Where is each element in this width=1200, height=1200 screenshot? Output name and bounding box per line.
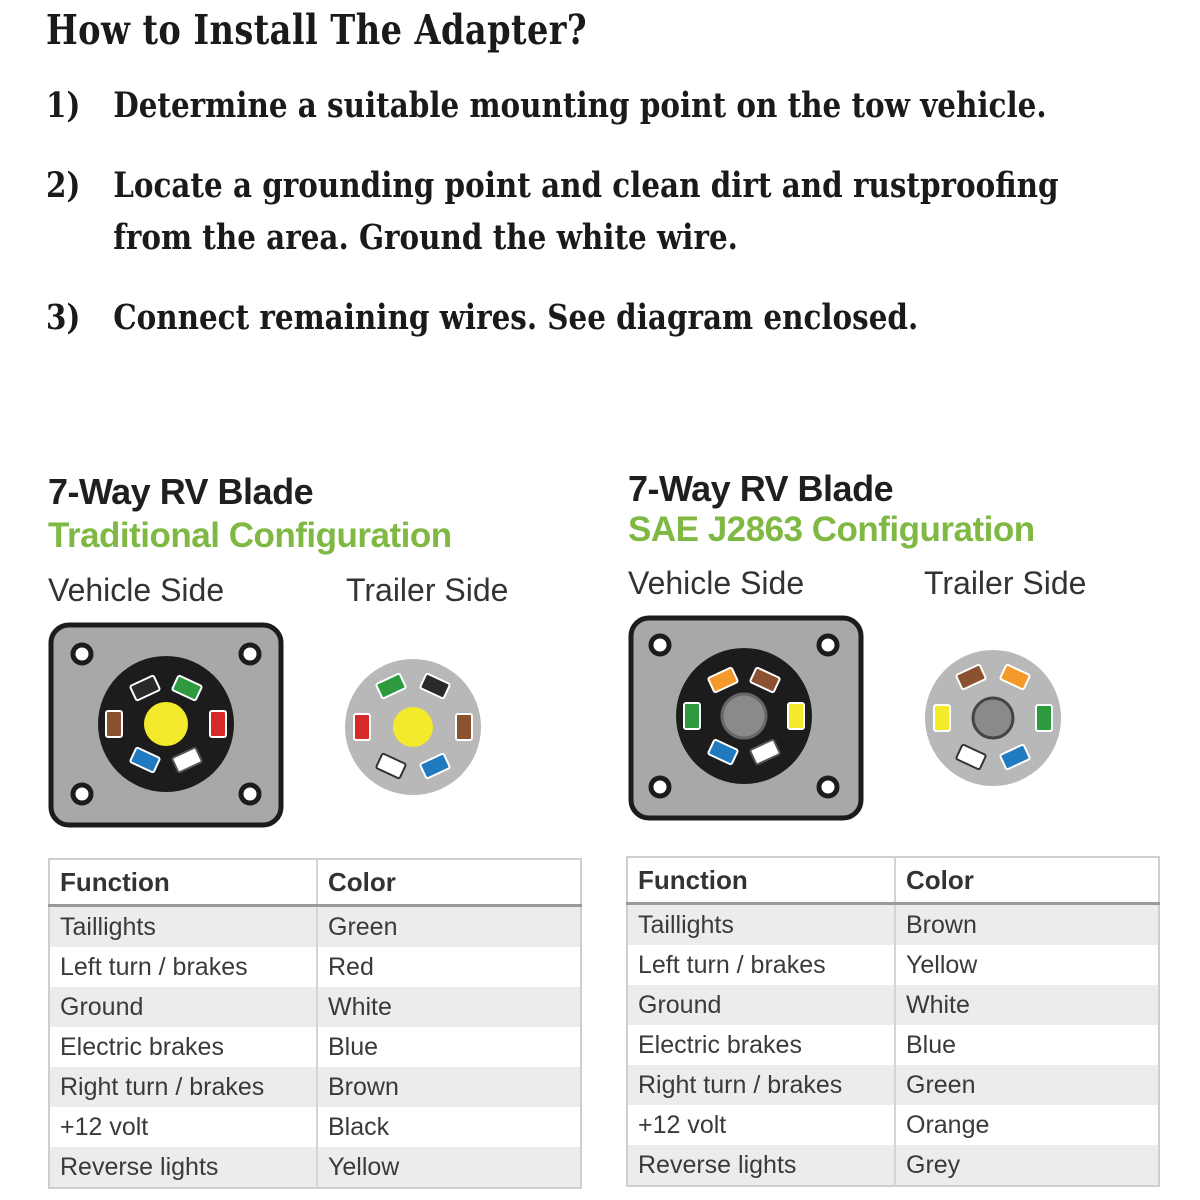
trailer-side-connector-icon	[918, 643, 1068, 793]
step-text: Determine a suitable mounting point on the tow vehicle.	[113, 85, 1047, 126]
color-cell: Grey	[895, 1145, 1159, 1186]
color-cell: Brown	[317, 1067, 581, 1107]
table-row	[627, 904, 1159, 946]
table-row	[49, 1147, 581, 1188]
table-row	[627, 985, 1159, 1025]
function-cell: Electric brakes	[627, 1025, 895, 1065]
function-cell: Left turn / brakes	[627, 945, 895, 985]
table-row	[49, 947, 581, 987]
function-cell: Left turn / brakes	[49, 947, 317, 987]
step-text: Connect remaining wires. See diagram enclosed.	[113, 297, 919, 338]
side-labels	[628, 565, 1168, 615]
color-cell: Orange	[895, 1105, 1159, 1145]
trailer-side-label: Trailer Side	[346, 572, 509, 608]
step-2	[46, 160, 1059, 264]
trailer-side-connector-icon	[338, 652, 488, 802]
table-row	[49, 1027, 581, 1067]
color-cell: White	[895, 985, 1159, 1025]
function-cell: Reverse lights	[627, 1145, 895, 1186]
vehicle-side-connector-icon	[48, 622, 288, 832]
function-cell: Electric brakes	[49, 1027, 317, 1067]
panel-heading: 7-Way RV Blade	[628, 468, 894, 509]
side-labels	[48, 572, 588, 622]
function-cell: Taillights	[627, 904, 895, 946]
function-cell: Right turn / brakes	[627, 1065, 895, 1105]
step-1	[46, 80, 1047, 132]
table-row	[49, 906, 581, 948]
color-cell: Yellow	[317, 1147, 581, 1188]
step-text-continued: from the area. Ground the white wire.	[113, 217, 738, 258]
color-cell: Green	[895, 1065, 1159, 1105]
panel-subheading: SAE J2863 Configuration	[628, 510, 1035, 549]
function-cell: Right turn / brakes	[49, 1067, 317, 1107]
table-header-row	[627, 857, 1159, 904]
panel-subheading: Traditional Configuration	[48, 516, 452, 555]
table-row	[627, 1145, 1159, 1186]
step-number: 3)	[46, 297, 81, 338]
color-cell: Red	[317, 947, 581, 987]
function-cell: Reverse lights	[49, 1147, 317, 1188]
page-title: How to Install The Adapter?	[46, 6, 588, 54]
panel-heading: 7-Way RV Blade	[48, 471, 314, 512]
function-cell: Ground	[627, 985, 895, 1025]
column-header-function: Function	[627, 857, 895, 904]
color-cell: Black	[317, 1107, 581, 1147]
table-row	[627, 1025, 1159, 1065]
table-row	[49, 987, 581, 1027]
column-header-color: Color	[317, 859, 581, 906]
function-cell: Ground	[49, 987, 317, 1027]
wiring-table-traditional	[48, 858, 582, 1189]
color-cell: Yellow	[895, 945, 1159, 985]
wiring-table-sae-j2863	[626, 856, 1160, 1187]
table-row	[49, 1107, 581, 1147]
function-cell: Taillights	[49, 906, 317, 948]
table-row	[627, 1065, 1159, 1105]
color-cell: Brown	[895, 904, 1159, 946]
panel-sae-j2863	[628, 470, 1168, 837]
vehicle-side-label: Vehicle Side	[48, 572, 225, 608]
panel-traditional	[48, 470, 588, 844]
function-cell: +12 volt	[49, 1107, 317, 1147]
column-header-color: Color	[895, 857, 1159, 904]
step-number: 1)	[46, 85, 81, 126]
column-header-function: Function	[49, 859, 317, 906]
color-cell: White	[317, 987, 581, 1027]
table-header-row	[49, 859, 581, 906]
color-cell: Blue	[317, 1027, 581, 1067]
trailer-side-label: Trailer Side	[924, 565, 1087, 601]
color-cell: Green	[317, 906, 581, 948]
step-3	[46, 292, 918, 344]
vehicle-side-connector-icon	[628, 615, 868, 825]
vehicle-side-label: Vehicle Side	[628, 565, 805, 601]
step-text: Locate a grounding point and clean dirt and rustproofing	[113, 165, 1059, 206]
table-row	[627, 945, 1159, 985]
function-cell: +12 volt	[627, 1105, 895, 1145]
step-number: 2)	[46, 165, 81, 206]
table-row	[49, 1067, 581, 1107]
table-row	[627, 1105, 1159, 1145]
color-cell: Blue	[895, 1025, 1159, 1065]
